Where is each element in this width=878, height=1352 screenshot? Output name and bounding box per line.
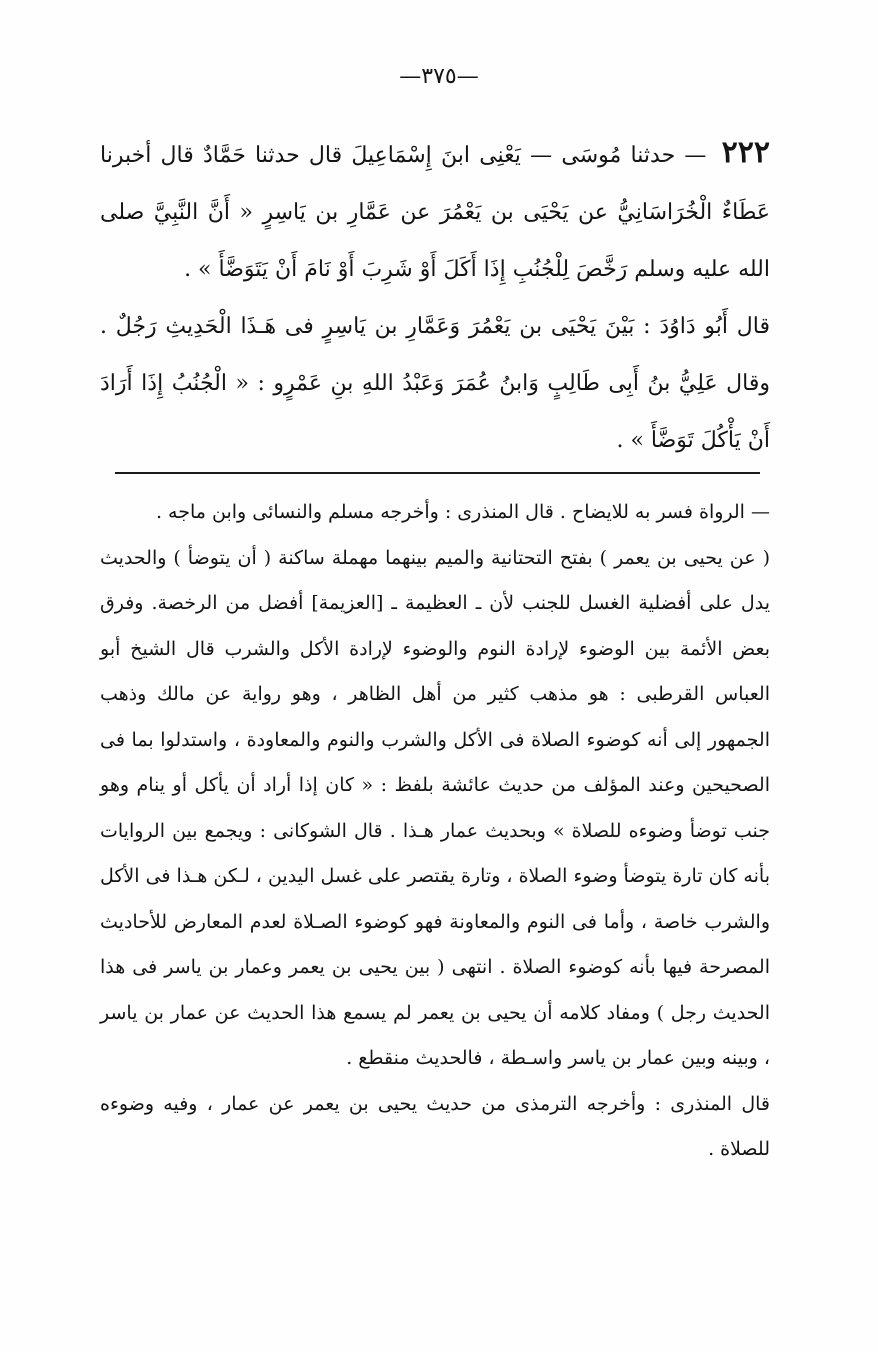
abu-dawud-note: قال أَبُو دَاوُدَ : بَيْنَ يَحْيَى بن يَعْمُرَ وَعَمَّارِ بن يَاسِرٍ فى هَـذَا الْحَدِيثِ رَجُلٌ . وقال عَلِيُّ بنُ أَبِى طَالِبٍ وَابنُ عُمَرَ وَعَبْدُ اللهِ بنِ عَمْرٍو : « الْجُنُبُ إِذَا أَرَادَ أَنْ يَأْكُلَ تَوَضَّأَ » .	[100, 314, 770, 453]
page-number: —٣٧٥—	[399, 64, 479, 89]
commentary-block	[100, 490, 770, 1173]
commentary-paragraph: قال المنذرى : وأخرجه الترمذى من حديث يحيى بن يعمر عن عمار ، وفيه وضوءه للصلاة .	[100, 1092, 770, 1160]
commentary-paragraph: — الرواة فسر به للايضاح . قال المنذرى : وأخرجه مسلم والنسائى وابن ماجه .	[155, 501, 770, 523]
commentary-paragraph: ( عن يحيى بن يعمر ) بفتح التحتانية والميم بينهما مهملة ساكنة ( أن يتوضأ ) والحديث يدل على أفضلية الغسل للجنب لأن ـ العظيمة ـ [العزيمة] أفضل من الرخصة. وفرق بعض الأئمة بين الوضوء لإرادة النوم والوضوء لإرادة الأكل والشرب قال الشيخ أبو العباس القرطبى : هو مذهب كثير من أهل الظاهر ، وهو رواية عن مالك وذهب الجمهور إلى أنه كوضوء الصلاة فى الأكل والشرب والنوم والمعاودة ، واستدلوا بما فى الصحيحين وعند المؤلف من حديث عائشة بلفظ : « كان إذا أراد أن يأكل أو ينام وهو جنب توضأ وضوءه للصلاة » وبحديث عمار هـذا . قال الشوكانى : ويجمع بين الروايات بأنه كان تارة يتوضأ وضوء الصلاة ، وتارة يقتصر على غسل اليدين ، لـكن هـذا فى الأكل والشرب خاصة ، وأما فى النوم والمعاونة فهو كوضوء الصـلاة لعدم المعارض للأحاديث المصرحة فيها بأنه كوضوء الصلاة . انتهى ( بين يحيى بن يعمر وعمار بن ياسر فى هذا الحديث رجل ) ومفاد كلامه أن يحيى بن يعمر لم يسمع هذا الحديث عن عمار بن ياسر ، وبينه وبين عمار بن ياسر واسـطة ، فالحديث منقطع .	[100, 546, 770, 1069]
hadith-block	[100, 124, 770, 469]
hadith-paragraph	[100, 124, 770, 298]
footnote-divider	[115, 472, 760, 474]
hadith-text: — حدثنا مُوسَى — يَعْنِى ابنَ إِسْمَاعِيلَ قال حدثنا حَمَّادٌ قال أخبرنا عَطَاءٌ الْخُرَاسَانِيُّ عن يَحْيَى بن يَعْمُرَ عن عَمَّارِ بن يَاسِرٍ « أَنَّ النَّبِيَّ صلى الله عليه وسلم رَخَّصَ لِلْجُنُبِ إِذَا أَكَلَ أَوْ شَرِبَ أَوْ نَامَ أَنْ يَتَوَضَّأَ » .	[100, 143, 770, 282]
hadith-number: ٢٢٢	[721, 135, 771, 170]
